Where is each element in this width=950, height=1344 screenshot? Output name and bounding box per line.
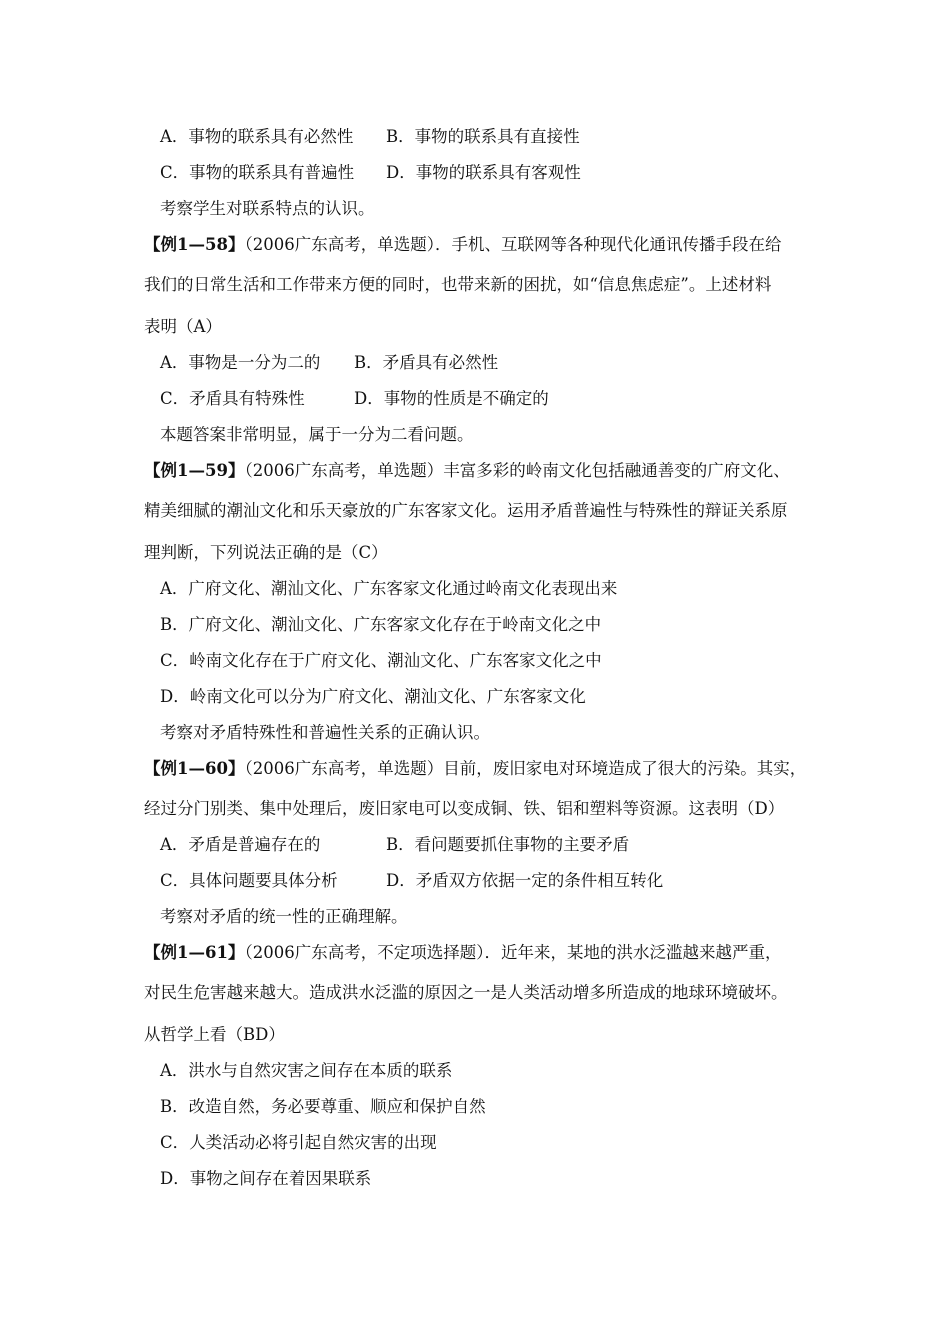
option-row [160, 352, 499, 374]
option-row [160, 870, 664, 892]
question-text: 精美细腻的潮汕文化和乐天豪放的广东客家文化。运用矛盾普遍性与特殊性的辩证关系原 [144, 501, 788, 520]
question-text: （2006广东高考，单选题）目前，废旧家电对环境造成了很大的污染。其实， [244, 759, 807, 778]
option-d: D．事物的性质是不确定的 [354, 389, 549, 408]
question-text: 经过分门别类、集中处理后，废旧家电可以变成铜、铁、铝和塑料等资源。这表明（D） [144, 799, 785, 818]
question-text: 对民生危害越来越大。造成洪水泛滥的原因之一是人类活动增多所造成的地球环境破坏。 [144, 983, 788, 1002]
example-number: 【例1—59】 [144, 461, 245, 480]
option-a: A．广府文化、潮汕文化、广东客家文化通过岭南文化表现出来 [160, 579, 618, 598]
option-d: D．事物之间存在着因果联系 [160, 1169, 372, 1188]
question-text: 理判断，下列说法正确的是（C） [144, 543, 388, 562]
question-text: （2006广东高考，不定项选择题）．近年来，某地的洪水泛滥越来越严重， [244, 943, 782, 962]
option-a: A．洪水与自然灾害之间存在本质的联系 [160, 1061, 453, 1080]
option-c: C．人类活动必将引起自然灾害的出现 [160, 1133, 437, 1152]
option-row [160, 388, 549, 410]
question-text: （2006广东高考，单选题）．手机、互联网等各种现代化通讯传播手段在给 [244, 235, 782, 254]
question-text: 从哲学上看（BD） [144, 1025, 285, 1044]
explanation: 考察学生对联系特点的认识。 [160, 199, 375, 218]
explanation: 考察对矛盾特殊性和普遍性关系的正确认识。 [160, 723, 490, 742]
question-text: 我们的日常生活和工作带来方便的同时，也带来新的困扰，如“信息焦虑症”。上述材料 [144, 275, 772, 294]
option-b: B．矛盾具有必然性 [354, 353, 499, 372]
example-number: 【例1—61】 [144, 943, 245, 962]
option-c: C．矛盾具有特殊性 [160, 389, 305, 408]
option-b: B．事物的联系具有直接性 [386, 127, 580, 146]
option-c: C．事物的联系具有普遍性 [160, 163, 355, 182]
explanation: 本题答案非常明显，属于一分为二看问题。 [160, 425, 474, 444]
option-d: D．事物的联系具有客观性 [386, 163, 581, 182]
option-a: A．矛盾是普遍存在的 [160, 835, 321, 854]
option-d: D．矛盾双方依据一定的条件相互转化 [386, 871, 664, 890]
option-c: C．具体问题要具体分析 [160, 871, 338, 890]
example-number: 【例1—60】 [144, 759, 245, 778]
option-a: A．事物的联系具有必然性 [160, 127, 354, 146]
question-text: （2006广东高考，单选题）丰富多彩的岭南文化包括融通善变的广府文化、 [244, 461, 790, 480]
option-row [160, 834, 630, 856]
example-question [144, 758, 806, 780]
option-b: B．广府文化、潮汕文化、广东客家文化存在于岭南文化之中 [160, 615, 602, 634]
option-b: B．看问题要抓住事物的主要矛盾 [386, 835, 630, 854]
option-c: C．岭南文化存在于广府文化、潮汕文化、广东客家文化之中 [160, 651, 602, 670]
example-number: 【例1—58】 [144, 235, 245, 254]
example-question [144, 460, 790, 482]
example-question [144, 234, 781, 256]
example-question [144, 942, 781, 964]
option-b: B．改造自然，务必要尊重、顺应和保护自然 [160, 1097, 486, 1116]
question-text: 表明（A） [144, 317, 222, 336]
option-row [160, 126, 580, 148]
option-row [160, 162, 581, 184]
option-d: D．岭南文化可以分为广府文化、潮汕文化、广东客家文化 [160, 687, 586, 706]
option-a: A．事物是一分为二的 [160, 353, 321, 372]
explanation: 考察对矛盾的统一性的正确理解。 [160, 907, 408, 926]
